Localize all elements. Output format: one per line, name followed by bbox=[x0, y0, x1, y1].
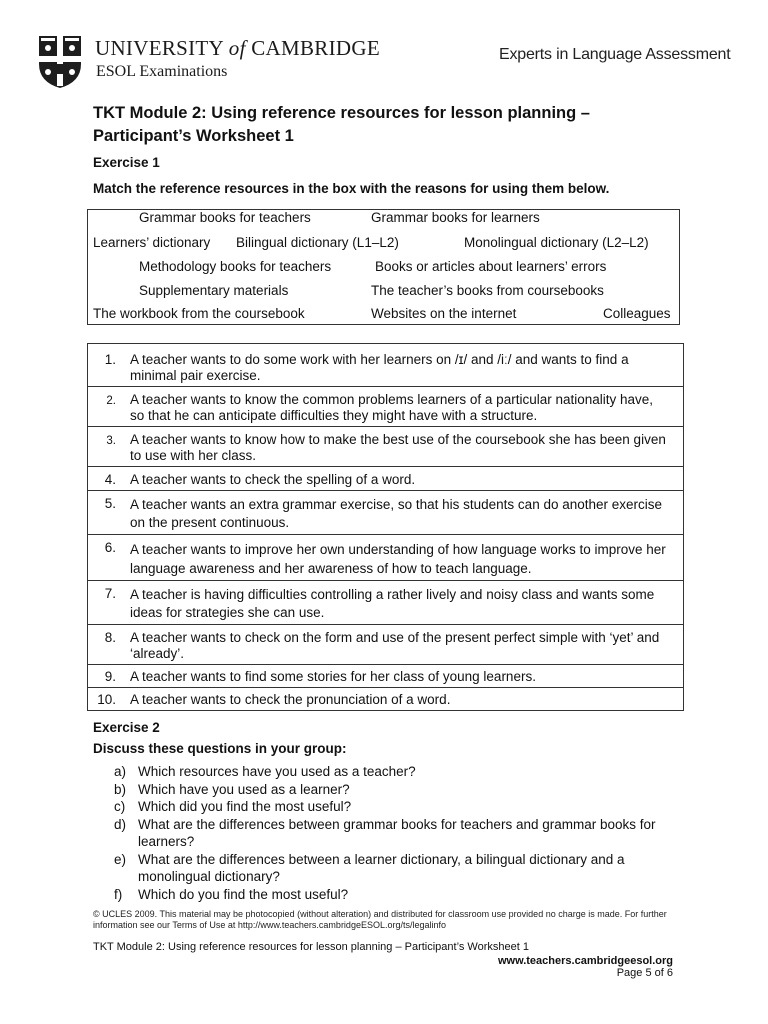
question-text: A teacher wants an extra grammar exercise, so that his students can do another exercise on the present continuous. bbox=[130, 497, 663, 530]
resource-item: Grammar books for teachers bbox=[139, 210, 311, 225]
table-row bbox=[88, 491, 684, 535]
question-text: A teacher wants to check on the form and use of the present perfect simple with ‘yet’ and ‘already’. bbox=[130, 630, 660, 661]
question-text: A teacher wants to find some stories for her class of young learners. bbox=[130, 669, 536, 684]
exercise1-instruction: Match the reference resources in the box with the reasons for using them below. bbox=[93, 181, 610, 196]
item-letter: d) bbox=[114, 817, 127, 832]
list-item bbox=[114, 781, 678, 798]
resource-item: The teacher’s books from coursebooks bbox=[371, 283, 604, 298]
question-number: 3. bbox=[106, 435, 116, 447]
item-text: Which do you find the most useful? bbox=[138, 887, 349, 902]
item-text: What are the differences between grammar books for teachers and grammar books for learners? bbox=[138, 817, 656, 849]
item-letter: f) bbox=[114, 887, 123, 902]
table-row bbox=[88, 581, 684, 625]
footer-website: www.teachers.cambridgeesol.org bbox=[497, 955, 673, 967]
esol-examinations: ESOL Examinations bbox=[96, 63, 228, 80]
resource-item: Bilingual dictionary (L1–L2) bbox=[236, 235, 399, 250]
item-text: Which resources have you used as a teacher? bbox=[138, 764, 416, 779]
item-letter: b) bbox=[114, 782, 127, 797]
question-text: A teacher wants to do some work with her learners on /ɪ/ and /iː/ and wants to find a minimal pair exercise. bbox=[130, 352, 629, 383]
exercise2-heading: Exercise 2 bbox=[93, 720, 160, 735]
table-row bbox=[88, 665, 684, 688]
question-number: 4. bbox=[104, 472, 116, 487]
question-text: A teacher wants to check the pronunciation of a word. bbox=[130, 692, 451, 707]
table-row bbox=[88, 344, 684, 387]
question-text: A teacher wants to improve her own understanding of how language works to improve her language awareness and her awareness of how to teach language. bbox=[130, 542, 666, 576]
question-number: 5. bbox=[104, 496, 116, 511]
cambridge-crest-logo bbox=[37, 34, 83, 90]
tagline: Experts in Language Assessment bbox=[499, 46, 731, 63]
resource-item: Monolingual dictionary (L2–L2) bbox=[464, 235, 649, 250]
question-number: 1. bbox=[104, 352, 116, 367]
resource-item: The workbook from the coursebook bbox=[93, 306, 305, 321]
item-text: Which have you used as a learner? bbox=[138, 782, 350, 797]
table-row bbox=[88, 427, 684, 467]
resource-item: Books or articles about learners’ errors bbox=[375, 259, 607, 274]
resource-item: Learners’ dictionary bbox=[93, 235, 211, 250]
list-item bbox=[114, 763, 678, 780]
list-item bbox=[114, 886, 678, 903]
list-item bbox=[114, 816, 678, 850]
question-number: 10. bbox=[97, 692, 116, 707]
resource-item: Grammar books for learners bbox=[371, 210, 540, 225]
table-row bbox=[88, 535, 684, 581]
item-letter: e) bbox=[114, 852, 127, 867]
question-number: 9. bbox=[104, 669, 116, 684]
resource-item: Supplementary materials bbox=[139, 283, 289, 298]
university-name: UNIVERSITY of CAMBRIDGE bbox=[95, 36, 380, 60]
table-row bbox=[88, 688, 684, 711]
resource-item: Websites on the internet bbox=[371, 306, 517, 321]
question-text: A teacher wants to know the common problems learners of a particular nationality have, so that he can anticipate difficulties they might have with a structure. bbox=[130, 392, 654, 423]
question-number: 6. bbox=[104, 540, 116, 555]
exercise1-heading: Exercise 1 bbox=[93, 155, 160, 170]
item-letter: a) bbox=[114, 764, 127, 779]
worksheet-title-line1: TKT Module 2: Using reference resources for lesson planning – bbox=[93, 104, 590, 122]
question-number: 2. bbox=[106, 395, 116, 407]
item-letter: c) bbox=[114, 799, 126, 814]
question-text: A teacher wants to know how to make the best use of the coursebook she has been given to use with her class. bbox=[130, 432, 666, 463]
question-number: 8. bbox=[104, 630, 116, 645]
item-text: What are the differences between a learner dictionary, a bilingual dictionary and a monolingual dictionary? bbox=[138, 852, 625, 884]
table-row bbox=[88, 625, 684, 665]
question-text: A teacher wants to check the spelling of a word. bbox=[130, 472, 416, 487]
worksheet-title-line2: Participant’s Worksheet 1 bbox=[93, 127, 294, 145]
list-item bbox=[114, 851, 678, 885]
resource-box bbox=[87, 209, 680, 325]
exercise2-instruction: Discuss these questions in your group: bbox=[93, 741, 347, 756]
question-number: 7. bbox=[104, 586, 116, 601]
question-text: A teacher is having difficulties controlling a rather lively and noisy class and wants some ideas for strategies she can use. bbox=[130, 587, 655, 620]
table-row bbox=[88, 467, 684, 491]
footer-doc-title: TKT Module 2: Using reference resources for lesson planning – Participant’s Worksheet 1 bbox=[93, 941, 529, 953]
resource-item: Colleagues bbox=[603, 306, 671, 321]
resource-item: Methodology books for teachers bbox=[139, 259, 332, 274]
table-row bbox=[88, 387, 684, 427]
item-text: Which did you find the most useful? bbox=[138, 799, 352, 814]
questions-table bbox=[87, 343, 684, 711]
page-number: Page 5 of 6 bbox=[616, 967, 673, 979]
list-item bbox=[114, 798, 678, 815]
copyright-notice: © UCLES 2009. This material may be photocopied (without alteration) and distributed for classroom use provided no charge is made. For further information see our Terms of Use at http://www.teachers.cambridgeESOL.org/ts/legalinfo bbox=[93, 909, 667, 930]
